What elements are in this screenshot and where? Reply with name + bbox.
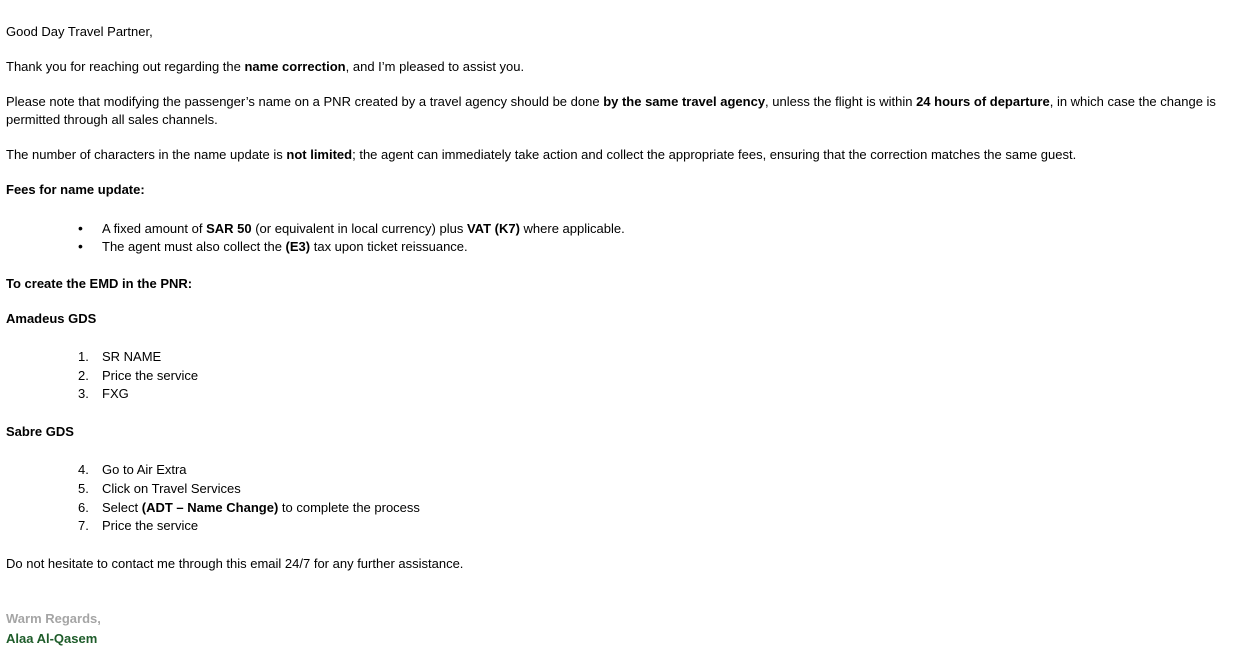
step-number: 3. (78, 386, 89, 401)
step-number: 2. (78, 368, 89, 383)
intro-text-end: , and I’m pleased to assist you. (345, 59, 525, 74)
bullet-marker: • (78, 220, 83, 236)
greeting: Good Day Travel Partner, (6, 24, 153, 39)
intro-paragraph (6, 58, 524, 76)
amadeus-heading: Amadeus GDS (6, 311, 97, 326)
step-text: SR NAME (102, 349, 162, 364)
sabre-step (78, 461, 187, 479)
step-text: Price the service (102, 518, 199, 533)
signature-regards: Warm Regards, (6, 611, 101, 626)
sabre-step (78, 480, 241, 498)
sabre-step (78, 499, 420, 517)
fees-item2-bold: (E3) (285, 239, 311, 254)
sabre-step (78, 517, 198, 535)
step-number: 7. (78, 518, 89, 533)
step-number: 5. (78, 481, 89, 496)
amadeus-step (78, 385, 129, 403)
policy-bold-1: by the same travel agency (603, 94, 766, 109)
step-number: 1. (78, 349, 89, 364)
policy-text-3: , in which case the change is permitted through all sales channels. (6, 94, 1216, 127)
fees-item2-text-2: tax upon ticket reissuance. (310, 239, 468, 254)
policy-text-2: , unless the flight is within (765, 94, 917, 109)
chars-bold: not limited (286, 147, 353, 162)
step-number: 6. (78, 500, 89, 515)
closing-paragraph: Do not hesitate to contact me through this email 24/7 for any further assistance. (6, 556, 464, 571)
step-text-2: to complete the process (278, 500, 420, 515)
fees-item1-text-2: (or equivalent in local currency) plus (251, 221, 467, 236)
chars-text-1: The number of characters in the name update is (6, 147, 287, 162)
intro-text: Thank you for reaching out regarding the (6, 59, 245, 74)
fees-item2-text-1: The agent must also collect the (102, 239, 286, 254)
amadeus-step (78, 348, 161, 366)
fees-item1-bold-2: VAT (K7) (466, 221, 520, 236)
amadeus-step (78, 367, 198, 385)
step-text: FXG (102, 386, 129, 401)
policy-bold-2: 24 hours of departure (916, 94, 1050, 109)
sabre-heading: Sabre GDS (6, 424, 74, 439)
step-text-1: Select (102, 500, 142, 515)
step-text: Go to Air Extra (102, 462, 187, 477)
fees-bullet-item (78, 219, 625, 238)
fees-item1-text-1: A fixed amount of (102, 221, 207, 236)
emd-heading: To create the EMD in the PNR: (6, 276, 193, 291)
policy-text-1: Please note that modifying the passenger’s name on a PNR created by a travel agency should be done (6, 94, 604, 109)
chars-text-2: ; the agent can immediately take action and collect the appropriate fees, ensuring that the correction matches the same guest. (352, 147, 1077, 162)
fees-bullet-item (78, 237, 468, 256)
chars-paragraph (6, 146, 1076, 164)
policy-paragraph (6, 93, 1246, 129)
step-text: Click on Travel Services (102, 481, 241, 496)
step-bold: (ADT – Name Change) (141, 500, 279, 515)
fees-item1-bold-1: SAR 50 (206, 221, 252, 236)
step-number: 4. (78, 462, 89, 477)
step-text: Price the service (102, 368, 199, 383)
bullet-marker: • (78, 238, 83, 254)
fees-item1-text-3: where applicable. (519, 221, 625, 236)
signature-name: Alaa Al-Qasem (6, 631, 98, 646)
fees-heading: Fees for name update: (6, 182, 145, 197)
intro-bold: name correction (244, 59, 346, 74)
